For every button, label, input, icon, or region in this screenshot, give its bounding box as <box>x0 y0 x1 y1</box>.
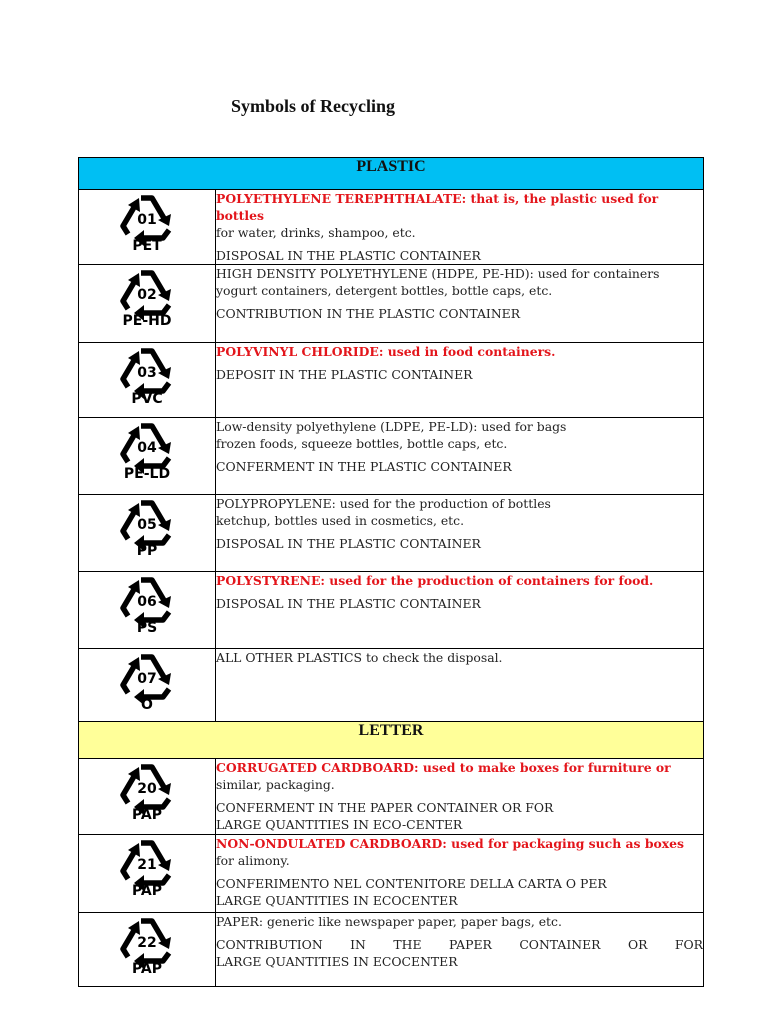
description-cell <box>216 649 704 722</box>
table-row <box>79 418 704 495</box>
recycle-triangle-icon <box>114 913 180 975</box>
section-header-letter <box>79 722 704 759</box>
svg-text:PP: PP <box>136 543 158 557</box>
material-description-continued: for alimony. <box>216 853 290 868</box>
svg-text:06: 06 <box>137 594 157 610</box>
svg-text:PAP: PAP <box>131 961 163 975</box>
recycle-triangle-icon <box>114 418 180 480</box>
description-cell <box>216 190 704 265</box>
svg-text:PAP: PAP <box>131 883 163 897</box>
material-description: Low-density polyethylene (LDPE, PE-LD): used for bags <box>216 419 567 434</box>
material-description-continued: similar, packaging. <box>216 777 335 792</box>
table-row <box>79 759 704 835</box>
description-cell <box>216 835 704 913</box>
page-title: Symbols of Recycling <box>231 96 395 116</box>
material-description: ALL OTHER PLASTICS to check the disposal. <box>216 650 503 665</box>
svg-text:07: 07 <box>137 671 157 687</box>
table-row <box>79 190 704 265</box>
material-description: HIGH DENSITY POLYETHYLENE (HDPE, PE-HD): used for containers <box>216 266 660 281</box>
disposal-note-continued: LARGE QUANTITIES IN ECO-CENTER <box>216 817 463 832</box>
description-cell <box>216 913 704 987</box>
description-cell <box>216 418 704 495</box>
disposal-note: CONFERIMENTO NEL CONTENITORE DELLA CARTA O PER <box>216 876 607 891</box>
svg-text:PVC: PVC <box>131 391 163 405</box>
material-description: CORRUGATED CARDBOARD: used to make boxes for furniture or <box>216 760 671 775</box>
disposal-note: CONFERMENT IN THE PAPER CONTAINER OR FOR <box>216 800 554 815</box>
material-description-continued: for water, drinks, shampoo, etc. <box>216 225 416 240</box>
recycle-symbol-cell <box>79 495 216 572</box>
recycle-symbol-cell <box>79 572 216 649</box>
material-description: POLYSTYRENE: used for the production of containers for food. <box>216 573 654 588</box>
svg-text:02: 02 <box>137 287 157 303</box>
table-row <box>79 343 704 418</box>
recycle-symbol-cell <box>79 913 216 987</box>
material-description: NON-ONDULATED CARDBOARD: used for packaging such as boxes <box>216 836 685 851</box>
section-header-plastic <box>79 158 704 190</box>
disposal-note-continued: LARGE QUANTITIES IN ECOCENTER <box>216 893 458 908</box>
description-cell <box>216 759 704 835</box>
recycle-triangle-icon <box>114 265 180 327</box>
recycling-symbols-table <box>78 157 704 987</box>
disposal-note: DISPOSAL IN THE PLASTIC CONTAINER <box>216 596 481 611</box>
table-row <box>79 495 704 572</box>
section-label-letter: LETTER <box>79 722 704 759</box>
material-description: POLYPROPYLENE: used for the production of bottles <box>216 496 551 511</box>
recycle-symbol-cell <box>79 343 216 418</box>
recycle-triangle-icon <box>114 649 180 711</box>
material-description-continued: yogurt containers, detergent bottles, bottle caps, etc. <box>216 283 553 298</box>
table-row <box>79 649 704 722</box>
material-description: POLYETHYLENE TEREPHTHALATE: that is, the plastic used for bottles <box>216 191 659 223</box>
description-cell <box>216 265 704 343</box>
recycle-triangle-icon <box>114 343 180 405</box>
disposal-note: DISPOSAL IN THE PLASTIC CONTAINER <box>216 248 481 263</box>
recycle-triangle-icon <box>114 572 180 634</box>
svg-text:20: 20 <box>137 781 157 797</box>
material-description-continued: ketchup, bottles used in cosmetics, etc. <box>216 513 465 528</box>
disposal-note: CONTRIBUTION IN THE PLASTIC CONTAINER <box>216 306 521 321</box>
svg-text:O: O <box>141 697 153 711</box>
recycle-symbol-cell <box>79 418 216 495</box>
table-row <box>79 572 704 649</box>
svg-text:05: 05 <box>137 517 157 533</box>
table-row <box>79 265 704 343</box>
disposal-note: DISPOSAL IN THE PLASTIC CONTAINER <box>216 536 481 551</box>
recycle-symbol-cell <box>79 190 216 265</box>
svg-text:PET: PET <box>132 238 162 252</box>
svg-text:03: 03 <box>137 365 157 381</box>
disposal-note: CONTRIBUTION IN THE PAPER CONTAINER OR FOR <box>216 937 703 952</box>
table-row <box>79 835 704 913</box>
material-description-continued: frozen foods, squeeze bottles, bottle caps, etc. <box>216 436 508 451</box>
recycle-triangle-icon <box>114 495 180 557</box>
recycle-triangle-icon <box>114 835 180 897</box>
svg-text:22: 22 <box>137 935 157 951</box>
svg-text:PE-HD: PE-HD <box>122 313 172 327</box>
recycle-triangle-icon <box>114 759 180 821</box>
disposal-note: CONFERMENT IN THE PLASTIC CONTAINER <box>216 459 512 474</box>
description-cell <box>216 495 704 572</box>
material-description: PAPER: generic like newspaper paper, paper bags, etc. <box>216 914 562 929</box>
material-description: POLYVINYL CHLORIDE: used in food containers. <box>216 344 556 359</box>
svg-text:01: 01 <box>137 212 157 228</box>
recycle-triangle-icon <box>114 190 180 252</box>
svg-text:04: 04 <box>137 440 157 456</box>
recycle-symbol-cell <box>79 835 216 913</box>
description-cell <box>216 343 704 418</box>
recycle-symbol-cell <box>79 759 216 835</box>
recycle-symbol-cell <box>79 649 216 722</box>
svg-text:PE-LD: PE-LD <box>123 466 171 480</box>
table-row <box>79 913 704 987</box>
description-cell <box>216 572 704 649</box>
disposal-note: DEPOSIT IN THE PLASTIC CONTAINER <box>216 367 473 382</box>
recycle-symbol-cell <box>79 265 216 343</box>
svg-text:21: 21 <box>137 857 157 873</box>
section-label-plastic: PLASTIC <box>79 158 704 190</box>
svg-text:PAP: PAP <box>131 807 163 821</box>
svg-text:PS: PS <box>136 620 158 634</box>
disposal-note-continued: LARGE QUANTITIES IN ECOCENTER <box>216 954 458 969</box>
